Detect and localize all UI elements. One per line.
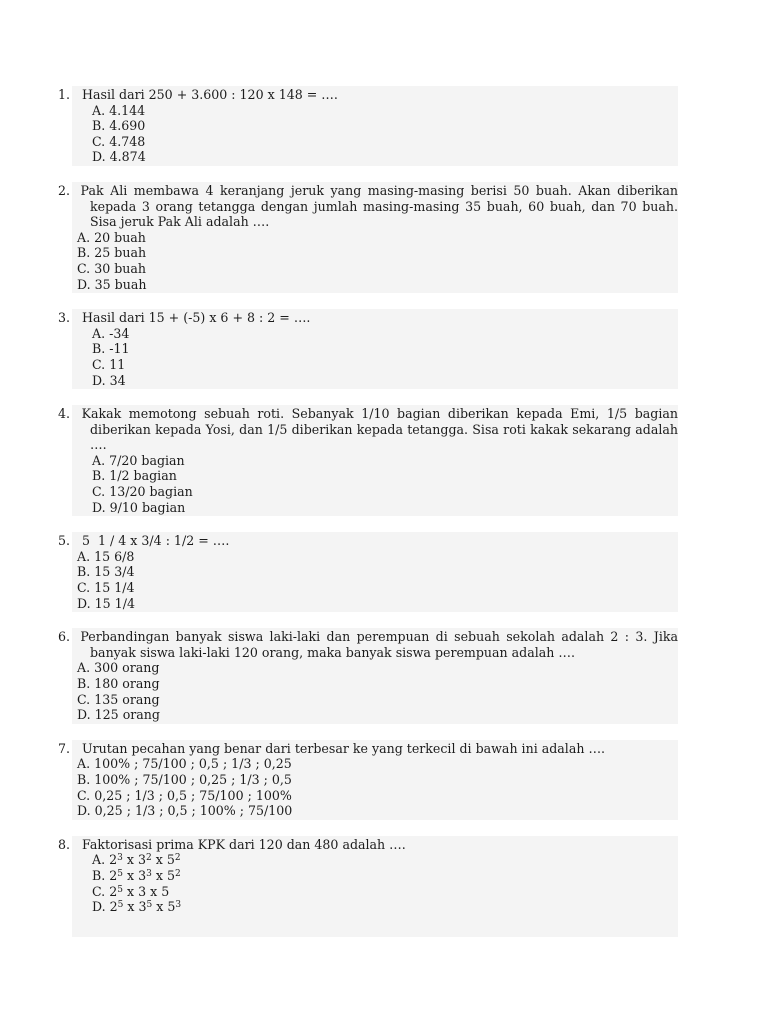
factor-base: 5 bbox=[167, 899, 176, 915]
question-stem: 5. 5 1 / 4 x 3/4 : 1/2 = …. bbox=[58, 533, 230, 549]
question-text: Hasil dari 250 + 3.600 : 120 x 148 = …. bbox=[82, 87, 338, 102]
factor-exponent: 5 bbox=[117, 868, 124, 879]
option-b: B. 1/2 bagian bbox=[92, 468, 177, 484]
times-sign: x bbox=[123, 899, 139, 915]
times-sign: x bbox=[151, 852, 167, 868]
times-sign: x bbox=[146, 883, 162, 899]
times-sign: x bbox=[152, 899, 168, 915]
factor-base: 2 bbox=[109, 899, 118, 915]
option-list bbox=[74, 852, 678, 914]
question-text: Hasil dari 15 + (-5) x 6 + 8 : 2 = …. bbox=[82, 310, 311, 326]
factor-exponent: 3 bbox=[117, 853, 123, 864]
option-a: A. 7/20 bagian bbox=[92, 452, 185, 468]
question-8 bbox=[58, 836, 678, 937]
option-c: C. 11 bbox=[92, 356, 126, 372]
option-b: B. 25 buah bbox=[77, 245, 147, 261]
option-b bbox=[74, 868, 678, 884]
times-sign: x bbox=[123, 867, 139, 883]
option-a: A. 100% ; 75/100 ; 0,5 ; 1/3 ; 0,25 bbox=[77, 756, 292, 772]
factor-exponent: 3 bbox=[175, 900, 182, 911]
question-text: Kakak memotong sebuah roti. Sebanyak 1/10 bagian diberikan kepada Emi, 1/5 bagian diberikan kepada Yosi, dan 1/5 diberikan kepada tetangga. Sisa roti kakak sekarang adalah …. bbox=[81, 406, 678, 453]
option-c: C. 0,25 ; 1/3 ; 0,5 ; 75/100 ; 100% bbox=[77, 787, 292, 803]
question-stem: 4. Kakak memotong sebuah roti. Sebanyak 1/10 bagian diberikan kepada Emi, 1/5 bagian diberikan kepada Yosi, dan 1/5 diberikan kepada tetangga. Sisa roti kakak sekarang adalah …. bbox=[58, 406, 678, 453]
option-d: D. 4.874 bbox=[92, 149, 146, 165]
option-c: C. 15 1/4 bbox=[77, 580, 135, 596]
times-sign: x bbox=[122, 883, 139, 899]
factor-base: 3 bbox=[138, 899, 147, 915]
times-sign: x bbox=[122, 852, 138, 868]
factor-exponent: 3 bbox=[146, 868, 152, 879]
question-4 bbox=[58, 405, 678, 516]
question-text: Pak Ali membawa 4 keranjang jeruk yang masing-masing berisi 50 buah. Akan diberikan kepada 3 orang tetangga dengan jumlah masing-masing 35 buah, 60 buah, dan 70 buah. Sisa jeruk Pak Ali adalah …. bbox=[80, 182, 678, 230]
option-letter: B. bbox=[92, 867, 110, 883]
option-a: A. 15 6/8 bbox=[77, 548, 135, 564]
option-d: D. 15 1/4 bbox=[77, 595, 135, 611]
factor-base: 2 bbox=[109, 867, 118, 883]
question-stem: 7. Urutan pecahan yang benar dari terbesar ke yang terkecil di bawah ini adalah …. bbox=[58, 740, 606, 756]
question-2 bbox=[58, 182, 678, 293]
option-b: B. 180 orang bbox=[77, 676, 160, 691]
question-3 bbox=[58, 309, 678, 389]
times-sign: x bbox=[151, 867, 167, 883]
question-1 bbox=[58, 86, 678, 166]
option-d: D. 35 buah bbox=[77, 276, 147, 292]
question-stem: 6. Perbandingan banyak siswa laki-laki dan perempuan di sebuah sekolah adalah 2 : 3. Jika banyak siswa laki-laki 120 orang, maka banyak siswa perempuan adalah …. bbox=[58, 629, 678, 660]
worksheet bbox=[58, 86, 678, 953]
question-stem: 1. Hasil dari 250 + 3.600 : 120 x 148 = …. bbox=[58, 87, 338, 102]
factor-base: 5 bbox=[161, 883, 170, 899]
factor-base: 5 bbox=[166, 867, 175, 883]
question-text: Perbandingan banyak siswa laki-laki dan perempuan di sebuah sekolah adalah 2 : 3. Jika banyak siswa laki-laki 120 orang, maka banyak siswa perempuan adalah …. bbox=[80, 629, 678, 660]
question-stem: 8. Faktorisasi prima KPK dari 120 dan 480 adalah …. bbox=[58, 836, 406, 852]
question-text: 5 1 / 4 x 3/4 : 1/2 = …. bbox=[82, 533, 230, 549]
option-letter: C. bbox=[92, 883, 110, 899]
factor-exponent: 2 bbox=[174, 853, 181, 864]
option-b: B. 100% ; 75/100 ; 0,25 ; 1/3 ; 0,5 bbox=[77, 771, 292, 787]
option-d bbox=[74, 899, 678, 915]
option-a: A. 4.144 bbox=[92, 102, 146, 118]
question-text: Urutan pecahan yang benar dari terbesar ke yang terkecil di bawah ini adalah …. bbox=[82, 740, 606, 756]
option-a: A. 20 buah bbox=[77, 229, 146, 245]
factor-exponent: 5 bbox=[117, 900, 124, 911]
factor-exponent: 5 bbox=[146, 900, 153, 911]
question-stem: 3. Hasil dari 15 + (-5) x 6 + 8 : 2 = …. bbox=[58, 310, 311, 326]
question-6 bbox=[58, 628, 678, 724]
option-b: B. 4.690 bbox=[92, 118, 146, 134]
factor-base: 3 bbox=[138, 883, 147, 899]
option-c: C. 135 orang bbox=[77, 691, 160, 707]
factor-exponent: 2 bbox=[145, 853, 152, 864]
factor-base: 5 bbox=[166, 852, 175, 868]
question-text: Faktorisasi prima KPK dari 120 dan 480 adalah …. bbox=[82, 836, 406, 852]
factor-base: 2 bbox=[109, 883, 118, 899]
factor-base: 3 bbox=[138, 867, 147, 883]
factor-base: 3 bbox=[137, 852, 146, 868]
option-letter: A. bbox=[92, 852, 110, 868]
option-b: B. 15 3/4 bbox=[77, 564, 135, 580]
option-d: D. 125 orang bbox=[77, 707, 160, 723]
factor-base: 2 bbox=[109, 852, 118, 868]
factor-exponent: 2 bbox=[175, 868, 181, 879]
option-a: A. -34 bbox=[92, 325, 130, 341]
question-stem: 2. Pak Ali membawa 4 keranjang jeruk yang masing-masing berisi 50 buah. Akan diberikan kepada 3 orang tetangga dengan jumlah masing-masing 35 buah, 60 buah, dan 70 buah. Sisa jeruk Pak Ali adalah …. bbox=[58, 182, 678, 230]
option-d: D. 34 bbox=[92, 372, 126, 388]
option-b: B. -11 bbox=[92, 341, 130, 357]
question-7 bbox=[58, 740, 678, 820]
option-c bbox=[74, 884, 678, 900]
option-c: C. 30 buah bbox=[77, 260, 147, 276]
option-c: C. 13/20 bagian bbox=[92, 484, 193, 500]
question-5 bbox=[58, 532, 678, 612]
option-d: D. 0,25 ; 1/3 ; 0,5 ; 100% ; 75/100 bbox=[77, 803, 293, 819]
option-c: C. 4.748 bbox=[92, 133, 146, 149]
factor-exponent: 5 bbox=[117, 884, 123, 895]
option-letter: D. bbox=[92, 899, 110, 915]
option-d: D. 9/10 bagian bbox=[92, 499, 186, 515]
option-a: A. 300 orang bbox=[77, 660, 160, 676]
option-a bbox=[74, 852, 678, 868]
